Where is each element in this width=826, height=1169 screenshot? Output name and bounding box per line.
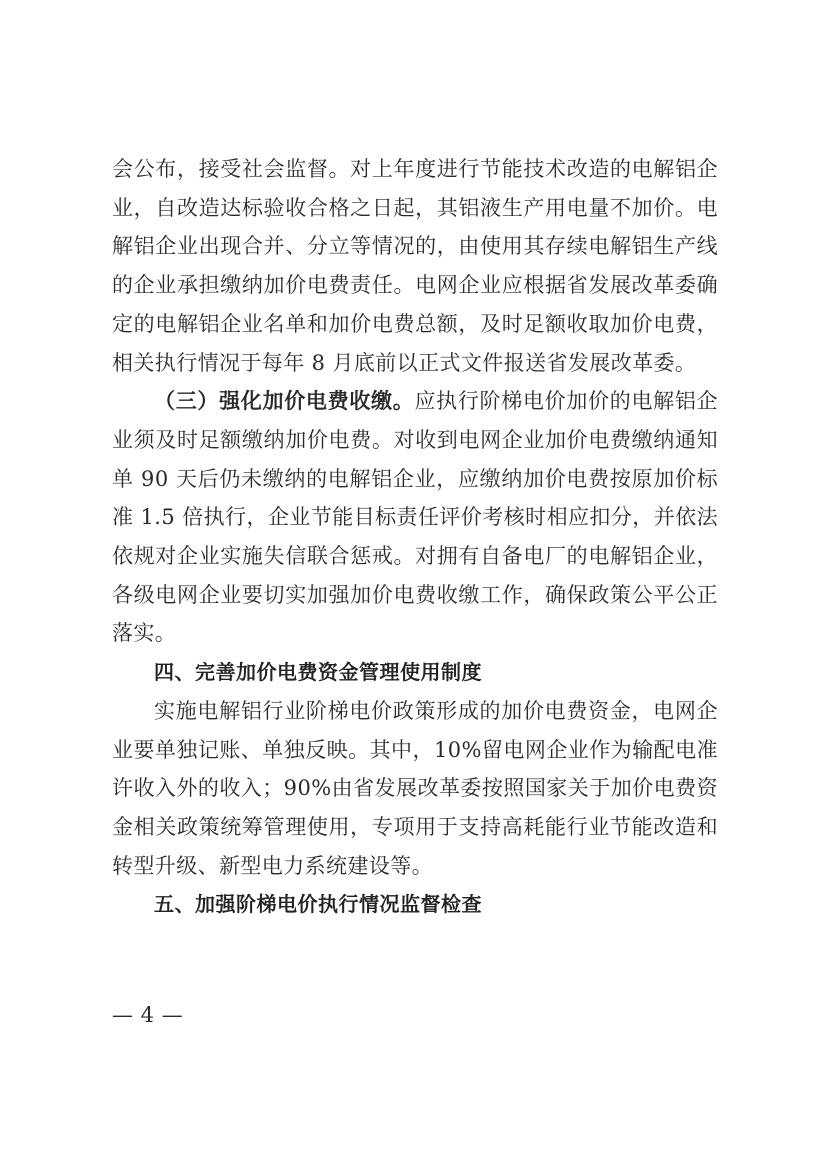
section-heading-four: 四、完善加价电费资金管理使用制度 [154, 660, 482, 685]
body-text [112, 150, 718, 924]
paragraph-continued: 会公布，接受社会监督。对上年度进行节能技术改造的电解铝企业，自改造达标验收合格之日起，其铝液生产用电量不加价。电解铝企业出现合并、分立等情况的，由使用其存续电解铝生产线的企业承担缴纳加价电费责任。电网企业应根据省发展改革委确定的电解铝企业名单和加价电费总额，及时足额收取加价电费，相关执行情况于每年 8 月底前以正式文件报送省发展改革委。 [112, 157, 718, 375]
paragraph-lead-heading: （三）强化加价电费收缴。 [154, 389, 415, 414]
paragraph-fee-collection [112, 382, 718, 653]
paragraph-body: 应执行阶梯电价加价的电解铝企业须及时足额缴纳加价电费。对收到电网企业加价电费缴纳通知单 90 天后仍未缴纳的电解铝企业，应缴纳加价电费按原加价标准 1.5 倍执行，企业节能目标责任评价考核时相应扣分，并依法依规对企业实施失信联合惩戒。对拥有自备电厂的电解铝企业，各级电网企业要切实加强加价电费收缴工作，确保政策公平公正落实。 [112, 389, 718, 646]
paragraph-fund-management: 实施电解铝行业阶梯电价政策形成的加价电费资金，电网企业要单独记账、单独反映。其中，10%留电网企业作为输配电准许收入外的收入；90%由省发展改革委按照国家关于加价电费资金相关政策统筹管理使用，专项用于支持高耗能行业节能改造和转型升级、新型电力系统建设等。 [112, 698, 718, 878]
page-number: — 4 — [112, 1003, 184, 1027]
section-heading-five: 五、加强阶梯电价执行情况监督检查 [154, 892, 482, 917]
